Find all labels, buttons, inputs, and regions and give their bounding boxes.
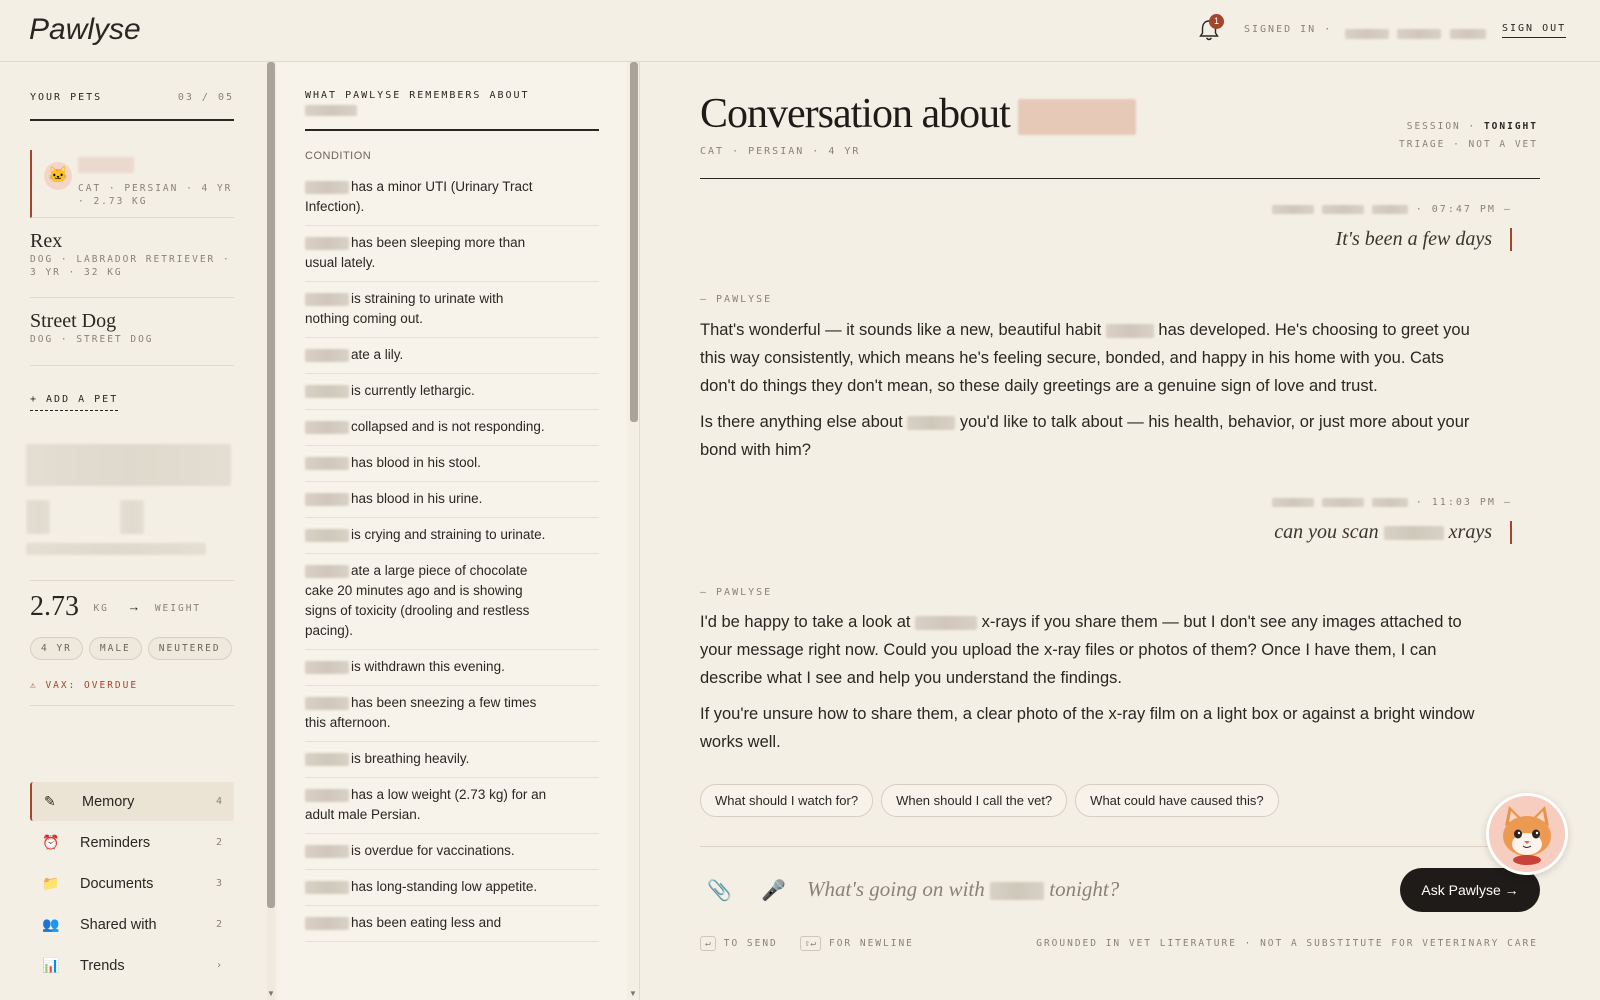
nav-label: Memory — [82, 793, 135, 810]
pet-name-redacted — [305, 237, 349, 250]
redacted-pet-profile — [26, 444, 236, 558]
scroll-down-arrow-icon[interactable]: ▼ — [629, 989, 637, 998]
scrollbar-thumb[interactable] — [267, 62, 275, 908]
weight-value: 2.73 — [30, 591, 79, 622]
text: Is there anything else about — [700, 413, 903, 431]
tag-age: 4 YR — [30, 637, 83, 660]
scrollbar-thumb[interactable] — [630, 62, 638, 422]
pet-name: Rex — [30, 230, 63, 252]
memory-item-text: ate a lily. — [351, 347, 404, 362]
your-pets-header — [30, 92, 234, 121]
memory-item-text: is currently lethargic. — [351, 383, 475, 398]
pet-name-redacted — [305, 845, 349, 858]
memory-item-text: has been sneezing a few times this afternoon. — [305, 695, 537, 730]
cat-avatar-icon[interactable] — [1486, 793, 1568, 875]
signed-in-label: SIGNED IN · — [1244, 24, 1333, 35]
nav-count: 3 — [215, 878, 222, 889]
scroll-down-arrow-icon[interactable]: ▼ — [267, 989, 275, 998]
your-pets-title: YOUR PETS — [30, 92, 103, 103]
text: I'd be happy to take a look at — [700, 613, 911, 631]
memory-item[interactable] — [305, 226, 599, 282]
session-value: TONIGHT — [1483, 121, 1538, 132]
user-message — [1274, 521, 1512, 544]
tag-neutered: NEUTERED — [148, 637, 232, 660]
vax-overdue-warning: ⚠ VAX: OVERDUE — [30, 680, 234, 706]
text: you'd like to talk about — his health, behavior, or just more about your bond with him? — [700, 413, 1470, 459]
suggestion-chip[interactable]: When should I call the vet? — [881, 784, 1067, 817]
assistant-message — [700, 316, 1480, 472]
memory-item[interactable] — [305, 282, 599, 338]
text: That's wonderful — it sounds like a new, beautiful habit — [700, 321, 1102, 339]
memory-item-text: has blood in his stool. — [351, 455, 481, 470]
pets-count: 03 / 05 — [177, 92, 234, 103]
pet-name-redacted — [78, 150, 234, 174]
assistant-label: — PAWLYSE — [700, 587, 773, 598]
pet-name-redacted — [305, 881, 349, 894]
shift-enter-key-icon: ⇧↵ — [800, 936, 821, 951]
placeholder-text: tonight? — [1049, 877, 1120, 901]
triage-label: TRIAGE · NOT A VET — [1399, 139, 1538, 150]
memory-item[interactable] — [305, 870, 599, 906]
assistant-label: — PAWLYSE — [700, 294, 773, 305]
message-paragraph — [700, 408, 1480, 464]
message-timestamp — [1272, 204, 1512, 215]
nav-label: Shared with — [80, 916, 157, 933]
nav-count: 2 — [215, 837, 222, 848]
pet-name-redacted — [305, 789, 349, 802]
memory-item[interactable] — [305, 686, 599, 742]
memory-item[interactable] — [305, 778, 599, 834]
timestamp-text: · 11:03 PM — — [1415, 497, 1512, 508]
pet-name-redacted — [305, 105, 599, 117]
notification-badge: 1 — [1209, 14, 1224, 29]
pet-name-redacted — [907, 416, 955, 430]
nav-label: Reminders — [80, 834, 151, 851]
message-paragraph — [700, 608, 1480, 692]
pet-name-redacted — [305, 349, 349, 362]
pet-name-redacted — [305, 697, 349, 710]
pet-card-rex[interactable] — [30, 230, 234, 298]
pet-name: Street Dog — [30, 310, 117, 332]
memory-item-text: is overdue for vaccinations. — [351, 843, 515, 858]
nav-item-reminders[interactable] — [30, 823, 234, 862]
pet-name-redacted — [1106, 324, 1154, 338]
assistant-message — [700, 608, 1480, 764]
divider — [700, 846, 1540, 847]
memory-item[interactable] — [305, 446, 599, 482]
chart-icon: 📊 — [42, 957, 60, 973]
sidebar-scrollbar[interactable] — [267, 62, 275, 1000]
memory-item-text: has a low weight (2.73 kg) for an adult male Persian. — [305, 787, 547, 822]
timestamp-text: · 07:47 PM — — [1415, 204, 1512, 215]
pet-name-redacted — [1018, 99, 1136, 135]
nav-item-shared-with[interactable] — [30, 905, 234, 944]
signed-in-user — [1345, 25, 1486, 43]
placeholder-text: What's going on with — [807, 877, 985, 901]
hint-text: FOR NEWLINE — [828, 938, 914, 949]
arrow-right-icon: → — [127, 599, 141, 615]
pets-sidebar — [0, 62, 267, 1000]
user-message: It's been a few days — [1336, 228, 1512, 251]
hint-text: TO SEND — [723, 938, 778, 949]
ask-pawlyse-button[interactable]: Ask Pawlyse → — [1400, 868, 1540, 912]
conversation-panel — [641, 62, 1600, 1000]
text: has developed. He's choosing to greet you this way consistently, which means he's feeling secure, bonded, and happy in his home with you. Cats don't do things they don't mean, so these daily greetings are a genuine sign of love and trust. — [700, 321, 1470, 395]
pet-meta: DOG · LABRADOR RETRIEVER · 3 YR · 32 KG — [30, 254, 231, 278]
alarm-clock-icon: ⏰ — [42, 834, 60, 850]
sign-out-link[interactable]: SIGN OUT — [1502, 23, 1566, 38]
memory-scrollbar[interactable] — [628, 62, 640, 1000]
pet-meta: DOG · STREET DOG — [30, 334, 154, 345]
memory-panel — [277, 62, 627, 1000]
pet-name-redacted — [1384, 526, 1444, 540]
memory-item[interactable] — [305, 410, 599, 446]
memory-item-text: has long-standing low appetite. — [351, 879, 538, 894]
text: xrays — [1448, 521, 1492, 543]
nav-label: Trends — [80, 957, 125, 974]
sidebar-nav — [30, 782, 234, 987]
pet-name-redacted — [990, 882, 1044, 900]
memory-item[interactable] — [305, 554, 599, 650]
memory-item-text: has blood in his urine. — [351, 491, 483, 506]
people-icon: 👥 — [42, 916, 60, 932]
pet-tags — [30, 637, 232, 660]
memory-item-text: collapsed and is not responding. — [351, 419, 545, 434]
add-pet-button[interactable]: + ADD A PET — [30, 394, 118, 411]
pet-card-street-dog[interactable] — [30, 310, 234, 366]
nav-item-documents[interactable] — [30, 864, 234, 903]
pet-name-redacted — [305, 493, 349, 506]
keyboard-hints — [700, 936, 914, 951]
pet-name-redacted — [305, 661, 349, 674]
nav-count: 2 — [215, 919, 222, 930]
pencil-icon: ✎ — [44, 793, 56, 809]
pet-name-redacted — [305, 529, 349, 542]
text: can you scan — [1274, 521, 1379, 543]
message-input[interactable] — [807, 877, 1367, 902]
pet-name-redacted — [305, 565, 349, 578]
memory-item-text: ate a large piece of chocolate cake 20 minutes ago and is showing signs of toxicity (drooling and restless pacing). — [305, 563, 530, 638]
memory-list — [305, 170, 599, 942]
session-info — [1399, 118, 1538, 154]
app-logo[interactable]: Pawlyse — [29, 13, 141, 46]
pet-name-redacted — [305, 293, 349, 306]
session-label: SESSION · — [1406, 121, 1477, 132]
memory-item[interactable] — [305, 834, 599, 870]
pet-card-selected[interactable] — [30, 150, 234, 218]
suggestion-chips — [700, 784, 1279, 817]
pet-name-redacted — [305, 385, 349, 398]
memory-item-text: has a minor UTI (Urinary Tract Infection). — [305, 179, 533, 214]
memory-item-text: is withdrawn this evening. — [351, 659, 505, 674]
memory-item-text: has been eating less and — [351, 915, 502, 930]
text: x-rays if you share them — but I don't see any images attached to your message right now. Could you upload the x-ray files or photos of them? Once I have them, I can describe what I see and help you understand the findings. — [700, 613, 1462, 687]
folder-icon: 📁 — [42, 875, 60, 891]
nav-item-memory[interactable] — [30, 782, 234, 821]
weight-label: WEIGHT — [154, 603, 202, 615]
top-header — [0, 0, 1600, 62]
enter-key-icon: ↵ — [700, 936, 716, 951]
memory-item[interactable] — [305, 482, 599, 518]
memory-item[interactable] — [305, 338, 599, 374]
pet-name-redacted — [305, 457, 349, 470]
pet-name-redacted — [305, 753, 349, 766]
microphone-icon[interactable]: 🎤 — [761, 880, 786, 902]
message-timestamp — [1272, 497, 1512, 508]
memory-item[interactable] — [305, 906, 599, 942]
tag-sex: MALE — [89, 637, 142, 660]
message-paragraph — [700, 316, 1480, 400]
weight-display — [30, 580, 234, 623]
nav-count: 4 — [215, 796, 222, 807]
memory-item-text: is straining to urinate with nothing coming out. — [305, 291, 504, 326]
pet-name-redacted — [305, 421, 349, 434]
cat-avatar-icon: 🐱 — [44, 162, 72, 190]
memory-item[interactable] — [305, 518, 599, 554]
memory-section-label: CONDITION — [305, 150, 372, 162]
weight-unit: KG — [93, 603, 109, 615]
pet-name-redacted — [305, 181, 349, 194]
nav-chevron: › — [215, 960, 222, 971]
suggestion-chip[interactable]: What could have caused this? — [1075, 784, 1278, 817]
memory-item[interactable] — [305, 170, 599, 226]
nav-label: Documents — [80, 875, 154, 892]
memory-item-text: is breathing heavily. — [351, 751, 470, 766]
paperclip-icon[interactable]: 📎 — [707, 880, 732, 902]
memory-item[interactable] — [305, 374, 599, 410]
memory-item[interactable] — [305, 742, 599, 778]
memory-item-text: has been sleeping more than usual lately. — [305, 235, 526, 270]
pet-name-redacted — [305, 917, 349, 930]
memory-heading-text: WHAT PAWLYSE REMEMBERS ABOUT — [305, 90, 530, 101]
conversation-title-text: Conversation about — [700, 91, 1010, 137]
divider — [700, 178, 1540, 179]
conversation-meta: CAT · PERSIAN · 4 YR — [700, 146, 861, 157]
memory-heading — [305, 90, 599, 131]
nav-item-trends[interactable] — [30, 946, 234, 985]
message-paragraph: If you're unsure how to share them, a clear photo of the x-ray film on a light box or against a bright window works well. — [700, 705, 1475, 751]
pet-name-redacted — [915, 616, 977, 630]
suggestion-chip[interactable]: What should I watch for? — [700, 784, 873, 817]
conversation-title — [700, 90, 1136, 138]
disclaimer-footnote: GROUNDED IN VET LITERATURE · NOT A SUBSTITUTE FOR VETERINARY CARE — [1036, 938, 1538, 949]
memory-item-text: is crying and straining to urinate. — [351, 527, 546, 542]
memory-item[interactable] — [305, 650, 599, 686]
pet-meta: CAT · PERSIAN · 4 YR · 2.73 KG — [78, 183, 233, 207]
